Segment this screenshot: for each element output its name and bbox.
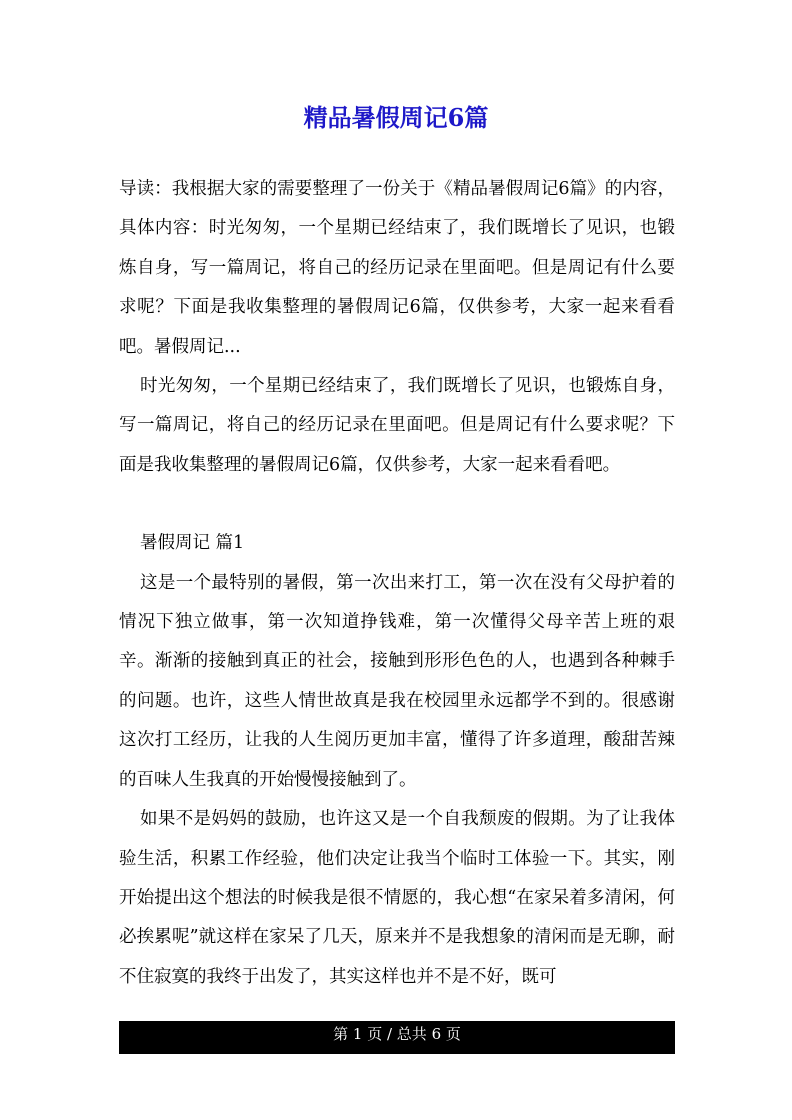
- paragraph-gap: [119, 485, 675, 524]
- section-heading: 暑假周记 篇1: [140, 533, 245, 554]
- summary-paragraph: 时光匆匆，一个星期已经结束了，我们既增长了见识，也锻炼自身，写一篇周记，将自己的经历记录在里面吧。但是周记有什么要求呢？下面是我收集整理的暑假周记6篇，仅供参考，大家一起来看看吧。: [119, 376, 675, 475]
- section-paragraph-2: 如果不是妈妈的鼓励，也许这又是一个自我颓废的假期。为了让我体验生活，积累工作经验，他们决定让我当个临时工体验一下。其实，刚开始提出这个想法的时候我是很不情愿的，我心想“在家呆着多清闲，何必挨累呢”就这样在家呆了几天，原来并不是我想象的清闲而是无聊，耐不住寂寞的我终于出发了，其实这样也并不是不好，既可: [119, 809, 675, 987]
- document-body: [119, 170, 675, 997]
- intro-paragraph: 导读：我根据大家的需要整理了一份关于《精品暑假周记6篇》的内容，具体内容：时光匆匆，一个星期已经结束了，我们既增长了见识，也锻炼自身，写一篇周记，将自己的经历记录在里面吧。但是周记有什么要求呢？下面是我收集整理的暑假周记6篇，仅供参考，大家一起来看看吧。暑假周记...: [119, 179, 675, 357]
- document-title: 精品暑假周记6篇: [303, 103, 489, 132]
- page-footer: 第 1 页 / 总共 6 页: [119, 1021, 675, 1054]
- section-paragraph-1: 这是一个最特别的暑假，第一次出来打工，第一次在没有父母护着的情况下独立做事，第一次知道挣钱难，第一次懂得父母辛苦上班的艰辛。渐渐的接触到真正的社会，接触到形形色色的人，也遇到各种棘手的问题。也许，这些人情世故真是我在校园里永远都学不到的。很感谢这次打工经历，让我的人生阅历更加丰富，懂得了许多道理，酸甜苦辣的百味人生我真的开始慢慢接触到了。: [119, 572, 675, 790]
